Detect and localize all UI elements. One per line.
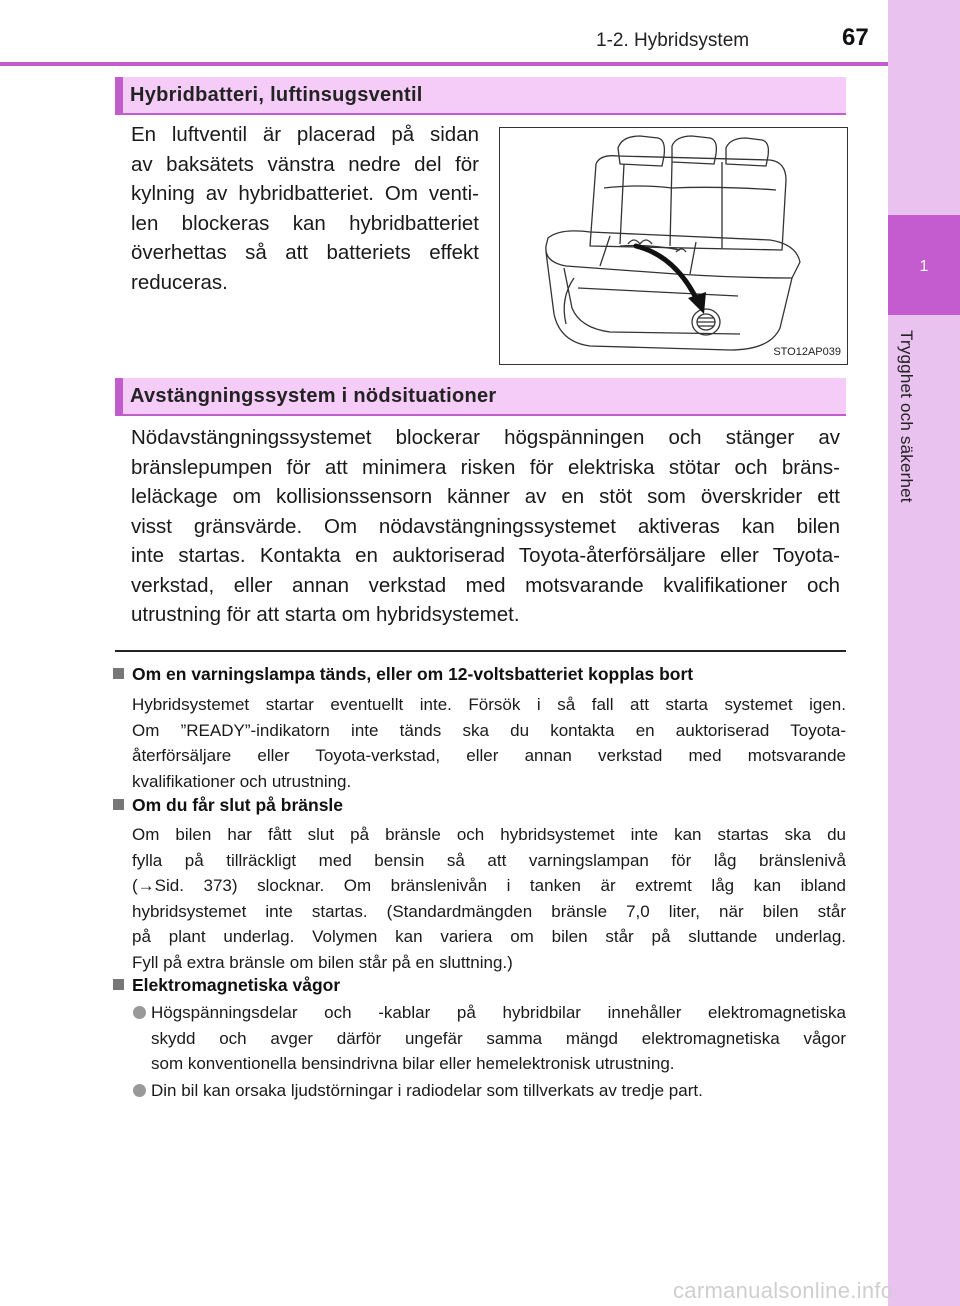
note-line: Om bilen har fått slut på bränsle och hybridsystemet inte kan startas ska du — [132, 825, 846, 844]
chapter-side-tab — [888, 0, 960, 1306]
para-line: inte startas. Kontakta en auktoriserad Toyota-återförsäljare eller Toyota- — [131, 544, 840, 567]
bullet-line: Din bil kan orsaka ljudstörningar i radiodelar som tillverkats av tredje part. — [151, 1081, 703, 1100]
section-heading-air-intake — [115, 77, 846, 115]
air-intake-paragraph — [131, 120, 479, 297]
note-line: hybridsystemet inte startas. (Standardmängden bränsle 7,0 liter, när bilen står — [132, 901, 846, 921]
note-title-em-waves — [113, 975, 340, 996]
para-line: reduceras. — [131, 270, 228, 294]
bullet-text — [151, 1000, 846, 1077]
bullet-item — [133, 1000, 846, 1080]
para-line: överhettas så att batteriets effekt — [131, 241, 479, 264]
watermark: carmanualsonline.info — [673, 1278, 894, 1303]
section-heading-text: Avstängningssystem i nödsituationer — [130, 385, 497, 407]
square-bullet-icon — [113, 799, 124, 810]
square-bullet-icon — [113, 668, 124, 679]
rear-seat-drawing — [500, 128, 847, 364]
para-line: Nödavstängningssystemet blockerar högspänningen och stänger av — [131, 426, 840, 449]
para-line: En luftventil är placerad på sidan — [131, 123, 479, 146]
note-line: Om ”READY”-indikatorn inte tänds ska du kontakta en auktoriserad Toyota- — [132, 720, 846, 740]
note-line: Hybridsystemet startar eventuellt inte. Försök i så fall att starta systemet igen. — [132, 695, 846, 714]
page-number: 67 — [842, 24, 869, 51]
para-line: kylning av hybridbatteriet. Om venti- — [131, 182, 479, 205]
note-line: på plant underlag. Volymen kan variera om bilen står på sluttande underlag. — [132, 927, 846, 946]
note-body-warning-lamp — [132, 692, 846, 794]
note-line: kvalifikationer och utrustning. — [132, 771, 352, 791]
note-line: fylla på tillräckligt med bensin så att varningslampan för låg bränslenivå — [132, 850, 846, 870]
section-heading-emergency-shutoff — [115, 378, 846, 416]
figure-code: STO12AP039 — [773, 346, 841, 358]
section-heading-bar — [115, 378, 123, 416]
para-line: av baksätets vänstra nedre del för — [131, 152, 479, 176]
header-rule — [0, 62, 888, 66]
note-title-text: Elektromagnetiska vågor — [132, 975, 341, 995]
running-header: 1-2. Hybridsystem — [596, 30, 750, 51]
bullet-text — [151, 1078, 846, 1104]
bullet-line: skydd och avger därför ungefär samma mängd elektromagnetiska vågor — [151, 1028, 846, 1048]
bullet-line: Högspänningsdelar och -kablar på hybridbilar innehåller elektromagnetiska — [151, 1003, 846, 1022]
notes-divider — [115, 650, 846, 652]
note-line: (→Sid. 373) slocknar. Om bränslenivån i tanken är extremt låg kan ibland — [132, 876, 846, 895]
circle-bullet-icon — [133, 1084, 146, 1097]
para-line: verkstad, eller annan verkstad med motsvarande kvalifikationer och — [131, 573, 840, 597]
note-title-warning-lamp — [113, 664, 693, 685]
section-heading-text: Hybridbatteri, luftinsugsventil — [130, 84, 423, 106]
note-title-text: Om en varningslampa tänds, eller om 12-voltsbatteriet kopplas bort — [132, 664, 694, 684]
para-line: leläckage om kollisionssensorn känner av en stöt som överskrider ett — [131, 485, 840, 508]
rear-seat-illustration — [499, 127, 848, 365]
note-title-text: Om du får slut på bränsle — [132, 795, 344, 815]
section-heading-bar — [115, 77, 123, 115]
para-line: utrustning för att starta om hybridsystemet. — [131, 603, 520, 626]
bullet-line: som konventionella bensindrivna bilar eller hemelektronisk utrustning. — [151, 1054, 675, 1073]
para-line: bränslepumpen för att minimera risken för elektriska stötar och bräns- — [131, 455, 840, 479]
note-title-out-of-fuel — [113, 795, 343, 816]
chapter-title-vertical: Trygghet och säkerhet — [897, 330, 916, 503]
note-line: återförsäljare eller Toyota-verkstad, eller annan verkstad med motsvarande — [132, 746, 846, 765]
bullet-item — [133, 1078, 846, 1106]
circle-bullet-icon — [133, 1006, 146, 1019]
square-bullet-icon — [113, 979, 124, 990]
chapter-number: 1 — [919, 258, 929, 275]
note-line: Fyll på extra bränsle om bilen står på en sluttning.) — [132, 952, 513, 972]
emergency-shutoff-paragraph — [131, 423, 840, 630]
para-line: visst gränsvärde. Om nödavstängningssystemet aktiveras kan bilen — [131, 514, 840, 538]
note-body-out-of-fuel — [132, 822, 846, 975]
para-line: len blockeras kan hybridbatteriet — [131, 211, 479, 235]
